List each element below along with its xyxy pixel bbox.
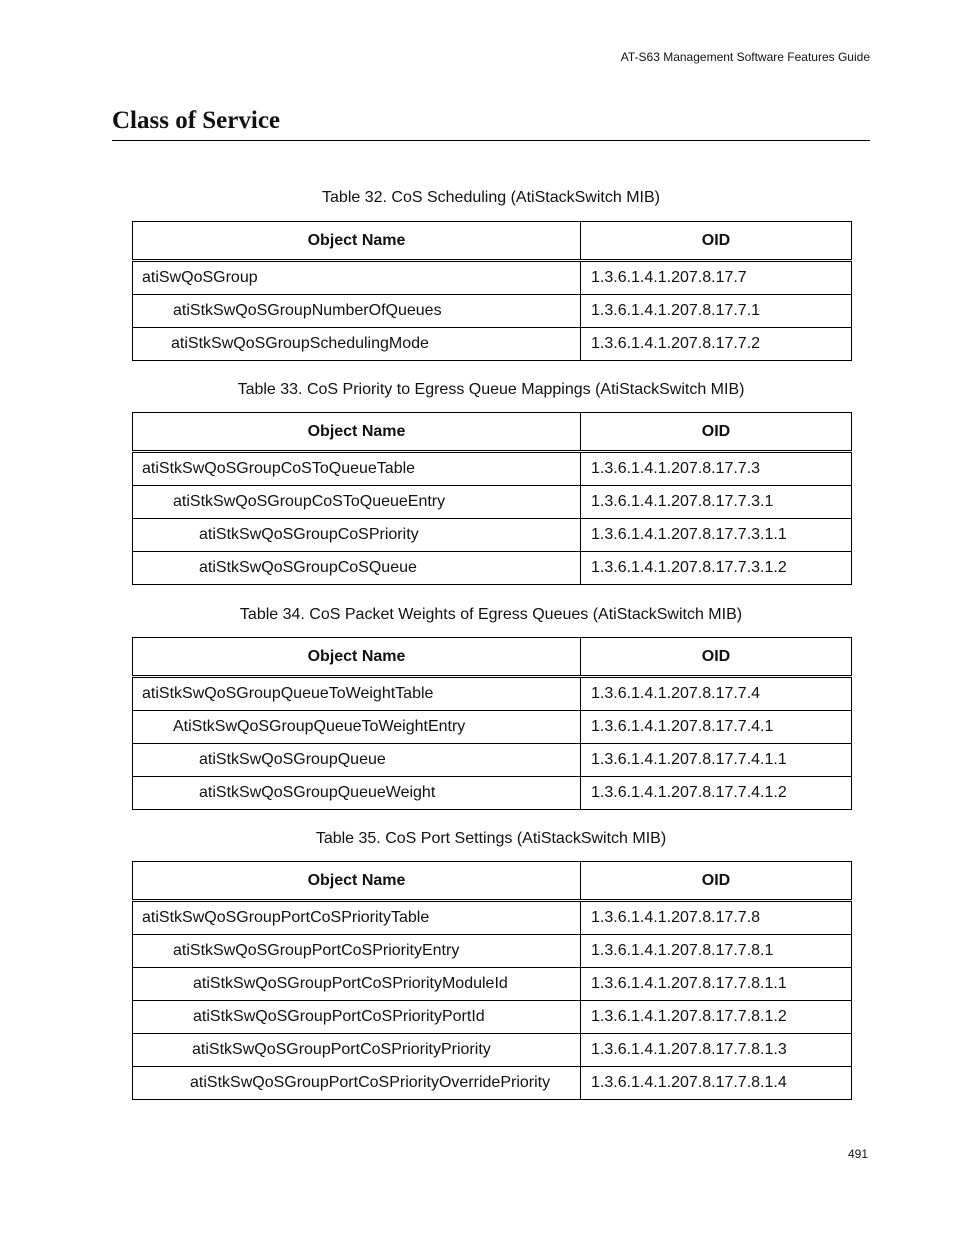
table-row <box>133 1034 852 1067</box>
table-caption-32: Table 32. CoS Scheduling (AtiStackSwitch MIB) <box>322 189 660 206</box>
oid-cell: 1.3.6.1.4.1.207.8.17.7.3.1.1 <box>581 519 852 552</box>
object-name-cell: atiStkSwQoSGroupQueueWeight <box>133 777 581 810</box>
table-row <box>133 261 852 295</box>
oid-cell: 1.3.6.1.4.1.207.8.17.7.3.1.2 <box>581 552 852 585</box>
table-caption-33: Table 33. CoS Priority to Egress Queue Mappings (AtiStackSwitch MIB) <box>237 381 745 398</box>
column-header-oid: OID <box>581 638 852 677</box>
oid-cell: 1.3.6.1.4.1.207.8.17.7.3.1 <box>581 486 852 519</box>
table-header-row <box>133 413 852 452</box>
column-header-object-name: Object Name <box>133 413 581 452</box>
page-number: 491 <box>847 1147 868 1161</box>
object-name-cell: atiStkSwQoSGroupCoSQueue <box>133 552 581 585</box>
object-name-cell: atiStkSwQoSGroupQueueToWeightTable <box>133 677 581 711</box>
object-name-cell: atiStkSwQoSGroupPortCoSPriorityEntry <box>133 935 581 968</box>
column-header-object-name: Object Name <box>133 638 581 677</box>
table-row <box>133 1001 852 1034</box>
table-caption-34: Table 34. CoS Packet Weights of Egress Queues (AtiStackSwitch MIB) <box>239 606 743 623</box>
oid-cell: 1.3.6.1.4.1.207.8.17.7.8.1.4 <box>581 1067 852 1100</box>
table-cos-scheduling <box>132 221 852 361</box>
object-name-cell: AtiStkSwQoSGroupQueueToWeightEntry <box>133 711 581 744</box>
table-row <box>133 452 852 486</box>
table-row <box>133 328 852 361</box>
oid-cell: 1.3.6.1.4.1.207.8.17.7.8.1.2 <box>581 1001 852 1034</box>
column-header-oid: OID <box>581 862 852 901</box>
object-name-cell: atiSwQoSGroup <box>133 261 581 295</box>
oid-cell: 1.3.6.1.4.1.207.8.17.7.3 <box>581 452 852 486</box>
table-row <box>133 519 852 552</box>
table-row <box>133 901 852 935</box>
table-cos-port-settings <box>132 861 852 1100</box>
object-name-cell: atiStkSwQoSGroupNumberOfQueues <box>133 295 581 328</box>
object-name-cell: atiStkSwQoSGroupCoSToQueueTable <box>133 452 581 486</box>
table-header-row <box>133 638 852 677</box>
object-name-cell: atiStkSwQoSGroupPortCoSPriorityTable <box>133 901 581 935</box>
object-name-cell: atiStkSwQoSGroupPortCoSPriorityOverridePriority <box>133 1067 581 1100</box>
table-row <box>133 486 852 519</box>
oid-cell: 1.3.6.1.4.1.207.8.17.7.8.1.1 <box>581 968 852 1001</box>
table-cos-priority-to-egress-queue <box>132 412 852 585</box>
column-header-oid: OID <box>581 413 852 452</box>
running-head: AT-S63 Management Software Features Guide <box>620 50 870 64</box>
table-cos-packet-weights <box>132 637 852 810</box>
table-row <box>133 711 852 744</box>
column-header-oid: OID <box>581 222 852 261</box>
table-row <box>133 677 852 711</box>
oid-cell: 1.3.6.1.4.1.207.8.17.7.4.1 <box>581 711 852 744</box>
table-row <box>133 935 852 968</box>
object-name-cell: atiStkSwQoSGroupQueue <box>133 744 581 777</box>
table-row <box>133 552 852 585</box>
oid-cell: 1.3.6.1.4.1.207.8.17.7.8.1 <box>581 935 852 968</box>
title-rule <box>112 140 870 141</box>
oid-cell: 1.3.6.1.4.1.207.8.17.7.1 <box>581 295 852 328</box>
table-header-row <box>133 862 852 901</box>
table-row <box>133 295 852 328</box>
object-name-cell: atiStkSwQoSGroupPortCoSPriorityPortId <box>133 1001 581 1034</box>
column-header-object-name: Object Name <box>133 222 581 261</box>
object-name-cell: atiStkSwQoSGroupSchedulingMode <box>133 328 581 361</box>
section-title: Class of Service <box>112 107 281 134</box>
object-name-cell: atiStkSwQoSGroupCoSToQueueEntry <box>133 486 581 519</box>
oid-cell: 1.3.6.1.4.1.207.8.17.7.8.1.3 <box>581 1034 852 1067</box>
table-header-row <box>133 222 852 261</box>
oid-cell: 1.3.6.1.4.1.207.8.17.7 <box>581 261 852 295</box>
oid-cell: 1.3.6.1.4.1.207.8.17.7.4 <box>581 677 852 711</box>
table-row <box>133 744 852 777</box>
oid-cell: 1.3.6.1.4.1.207.8.17.7.8 <box>581 901 852 935</box>
table-row <box>133 777 852 810</box>
oid-cell: 1.3.6.1.4.1.207.8.17.7.4.1.2 <box>581 777 852 810</box>
object-name-cell: atiStkSwQoSGroupPortCoSPriorityModuleId <box>133 968 581 1001</box>
column-header-object-name: Object Name <box>133 862 581 901</box>
table-row <box>133 968 852 1001</box>
oid-cell: 1.3.6.1.4.1.207.8.17.7.2 <box>581 328 852 361</box>
table-row <box>133 1067 852 1100</box>
table-caption-35: Table 35. CoS Port Settings (AtiStackSwitch MIB) <box>315 830 667 847</box>
oid-cell: 1.3.6.1.4.1.207.8.17.7.4.1.1 <box>581 744 852 777</box>
object-name-cell: atiStkSwQoSGroupCoSPriority <box>133 519 581 552</box>
object-name-cell: atiStkSwQoSGroupPortCoSPriorityPriority <box>133 1034 581 1067</box>
